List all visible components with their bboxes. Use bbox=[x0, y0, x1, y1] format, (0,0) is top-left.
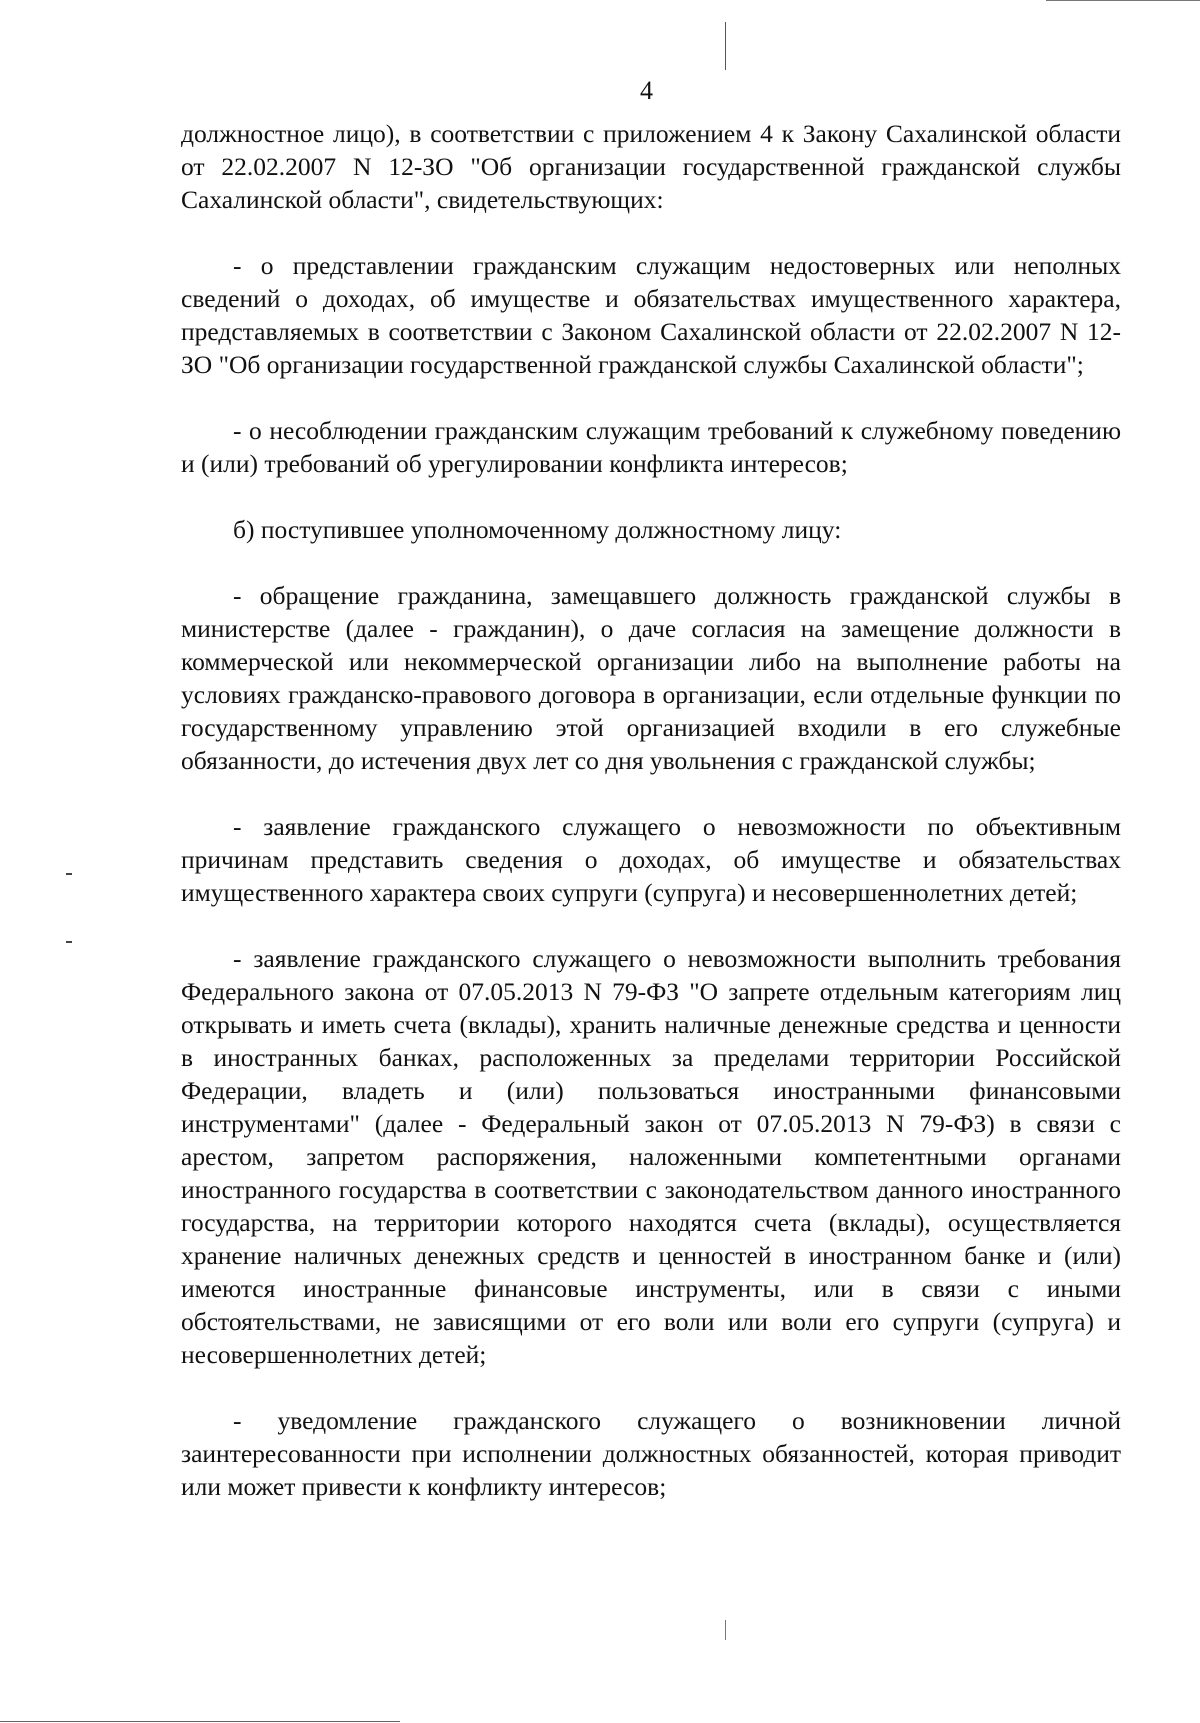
paragraph-noncompliance: - о несоблюдении гражданским служащим требований к служебному поведению и (или) требований об урегулировании конфликта интересов; bbox=[181, 416, 1121, 478]
paragraph-conflict-notice: - уведомление гражданского служащего о возникновении личной заинтересованности при исполнении должностных обязанностей, которая приводит или может привести к конфликту интересов; bbox=[181, 1406, 1121, 1501]
scan-mark-bottom-tick bbox=[725, 1620, 726, 1640]
paragraph-incomplete-info: - о представлении гражданским служащим недостоверных или неполных сведений о доходах, об имуществе и обязательствах имущественного характера, представляемых в соответствии с Законом Сахалинской области от 22.02.2007 N 12-ЗО "Об организации государственной гражданской службы Сахалинской области"; bbox=[181, 251, 1121, 379]
scan-mark-top-right bbox=[1046, 0, 1200, 1]
paragraph-item-b: б) поступившее уполномоченному должностному лицу: bbox=[233, 515, 842, 544]
document-body bbox=[181, 117, 1121, 1503]
paragraph-citizen-appeal: - обращение гражданина, замещавшего должность гражданской службы в министерстве (далее - гражданин), о даче согласия на замещение должности в коммерческой или некоммерческой организации либо на выполнение работы на условиях гражданско-правового договора в организации, если отдельные функции по государственному управлению этой организацией входили в его служебные обязанности, до истечения двух лет со дня увольнения с гражданской службы; bbox=[181, 581, 1121, 775]
paragraph-foreign-accounts: - заявление гражданского служащего о невозможности выполнить требования Федерального закона от 07.05.2013 N 79-ФЗ "О запрете отдельным категориям лиц открывать и иметь счета (вклады), хранить наличные денежные средства и ценности в иностранных банках, расположенных за пределами территории Российской Федерации, владеть и (или) пользоваться иностранными финансовыми инструментами" (далее - Федеральный закон от 07.05.2013 N 79-ФЗ) в связи с арестом, запретом распоряжения, наложенными компетентными органами иностранного государства в соответствии с законодательством данного иностранного государства, на территории которого находятся счета (вклады), осуществляется хранение наличных денежных средств и ценностей в иностранном банке и (или) имеются иностранные финансовые инструменты, или в связи с иными обстоятельствами, не зависящими от его воли или воли его супруги (супруга) и несовершеннолетних детей; bbox=[181, 944, 1121, 1369]
scan-mark-bottom-left bbox=[0, 1721, 400, 1722]
scan-mark-left-dash-1 bbox=[66, 873, 72, 875]
page-number: 4 bbox=[640, 76, 653, 105]
scan-mark-left-dash-2 bbox=[66, 941, 72, 943]
paragraph-intro: должностное лицо), в соответствии с приложением 4 к Закону Сахалинской области от 22.02.2007 N 12-ЗО "Об организации государственной гражданской службы Сахалинской области", свидетельствующих: bbox=[181, 119, 1121, 214]
paragraph-impossibility-info: - заявление гражданского служащего о невозможности по объективным причинам представить сведения о доходах, об имуществе и обязательствах имущественного характера своих супруги (супруга) и несовершеннолетних детей; bbox=[181, 812, 1121, 907]
scan-mark-top bbox=[725, 22, 726, 70]
